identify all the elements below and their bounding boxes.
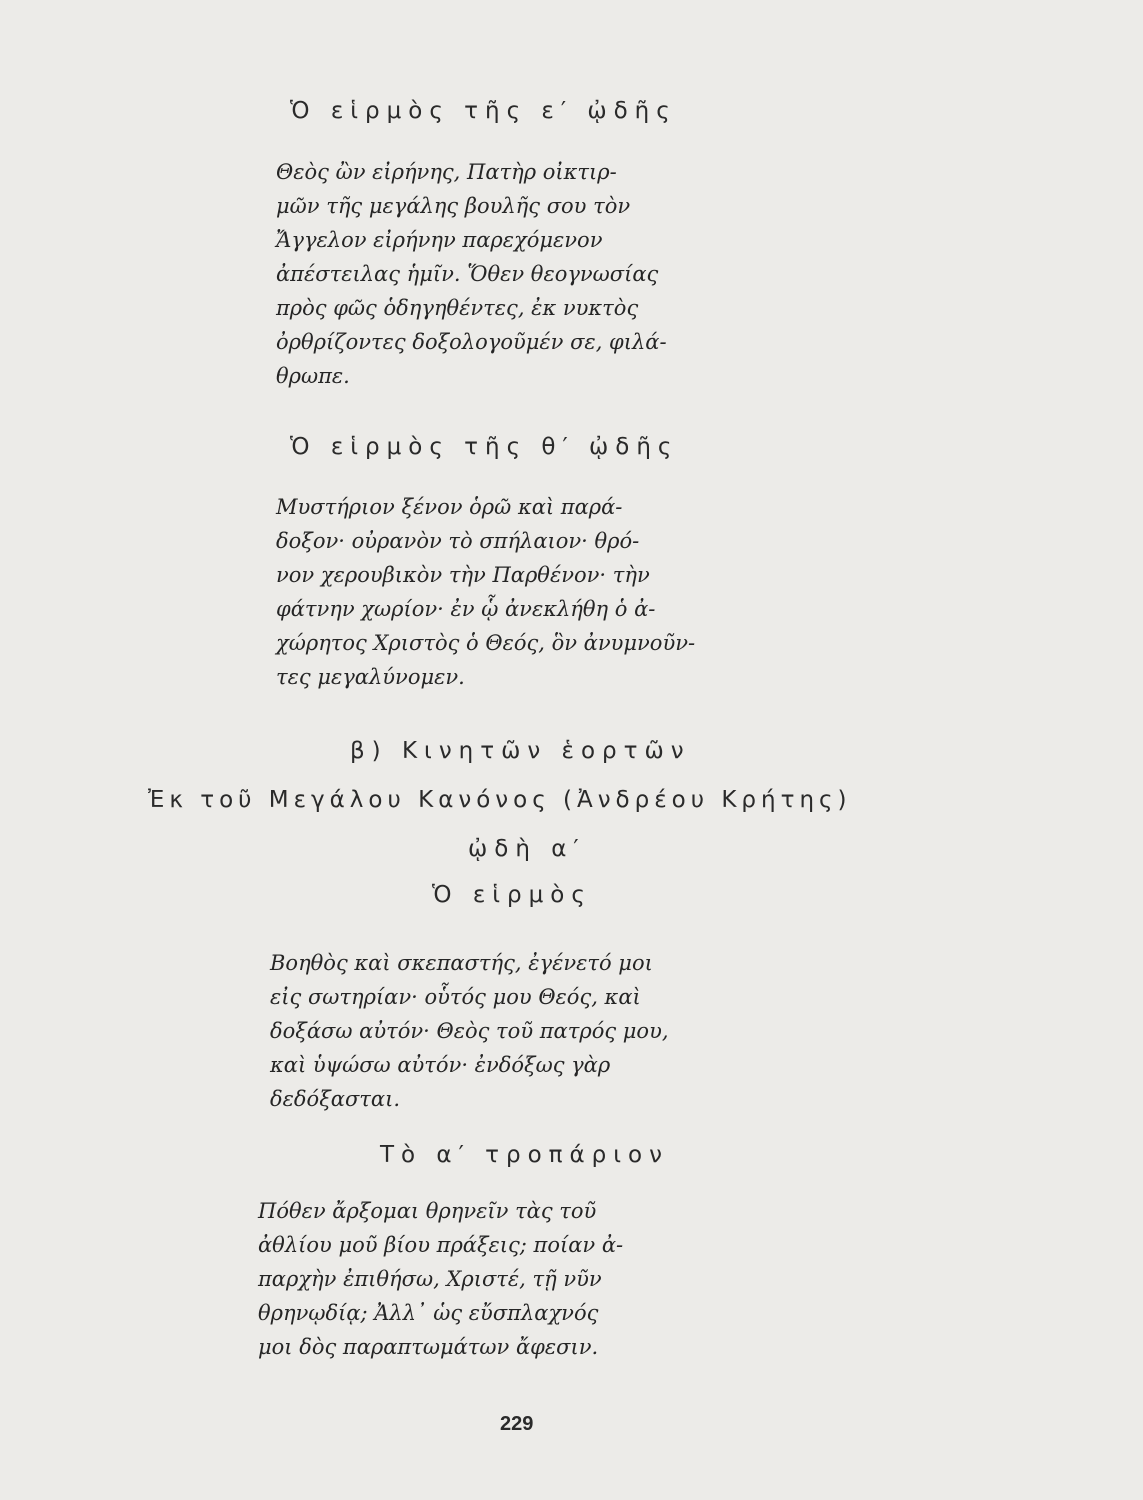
text-line: παρχὴν ἐπιθήσω, Χριστέ, τῇ νῦν (258, 1267, 602, 1291)
page-number: 229 (500, 1413, 534, 1435)
text-line: μῶν τῆς μεγάλης βουλῆς σου τὸν (276, 194, 631, 218)
heading-eirmos: Ὁ εἱρμὸς (432, 882, 592, 908)
heading-ode-1: ᾠδὴ α′ (468, 836, 586, 862)
text-line: καὶ ὑψώσω αὐτόν· ἐνδόξως γὰρ (270, 1053, 611, 1077)
hymn-text-eirmos-canon (270, 946, 669, 1116)
text-line: Θεὸς ὢν εἰρήνης, Πατὴρ οἰκτιρ- (276, 160, 617, 184)
text-line: δεδόξασται. (270, 1087, 400, 1111)
text-line: μοι δὸς παραπτωμάτων ἄφεσιν. (258, 1335, 599, 1359)
heading-first-troparion: Τὸ α′ τροπάριον (380, 1142, 669, 1168)
text-line: δοξον· οὐρανὸν τὸ σπήλαιον· θρό- (276, 529, 640, 553)
hymn-text-ode-5 (276, 155, 667, 393)
text-line: φάτνην χωρίον· ἐν ᾧ ἀνεκλήθη ὁ ἀ- (276, 597, 656, 621)
text-line: ὀρθρίζοντες δοξολογοῦμέν σε, φιλά- (276, 330, 667, 354)
text-line: χώρητος Χριστὸς ὁ Θεός, ὃν ἀνυμνοῦν- (276, 631, 696, 655)
text-line: τες μεγαλύνομεν. (276, 665, 465, 689)
text-line: Βοηθὸς καὶ σκεπαστής, ἐγένετό μοι (270, 951, 653, 975)
text-line: δοξάσω αὐτόν· Θεὸς τοῦ πατρός μου, (270, 1019, 669, 1043)
text-line: Μυστήριον ξένον ὁρῶ καὶ παρά- (276, 495, 623, 519)
text-line: Πόθεν ἄρξομαι θρηνεῖν τὰς τοῦ (258, 1199, 597, 1223)
heading-great-canon: Ἐκ τοῦ Μεγάλου Κανόνος (Ἀνδρέου Κρήτης) (148, 787, 852, 813)
text-line: εἰς σωτηρίαν· οὗτός μου Θεός, καὶ (270, 985, 641, 1009)
text-line: πρὸς φῶς ὁδηγηθέντες, ἐκ νυκτὸς (276, 296, 639, 320)
section-heading-movable-feasts: β) Κινητῶν ἑορτῶν (350, 738, 691, 764)
text-line: θρηνῳδίᾳ; Ἀλλ᾽ ὡς εὔσπλαχνός (258, 1301, 599, 1325)
heading-eirmos-ode-5: Ὁ εἱρμὸς τῆς ε′ ᾠδῆς (290, 98, 677, 124)
text-line: νον χερουβικὸν τὴν Παρθένον· τὴν (276, 563, 650, 587)
text-line: Ἄγγελον εἰρήνην παρεχόμενον (276, 228, 603, 252)
hymn-text-ode-9 (276, 490, 695, 694)
text-line: ἀπέστειλας ἡμῖν. Ὅθεν θεογνωσίας (276, 262, 659, 286)
hymn-text-troparion (258, 1194, 623, 1364)
heading-eirmos-ode-9: Ὁ εἱρμὸς τῆς θ′ ᾠδῆς (290, 434, 679, 460)
text-line: ἀθλίου μοῦ βίου πράξεις; ποίαν ἀ- (258, 1233, 624, 1257)
text-line: θρωπε. (276, 364, 350, 388)
